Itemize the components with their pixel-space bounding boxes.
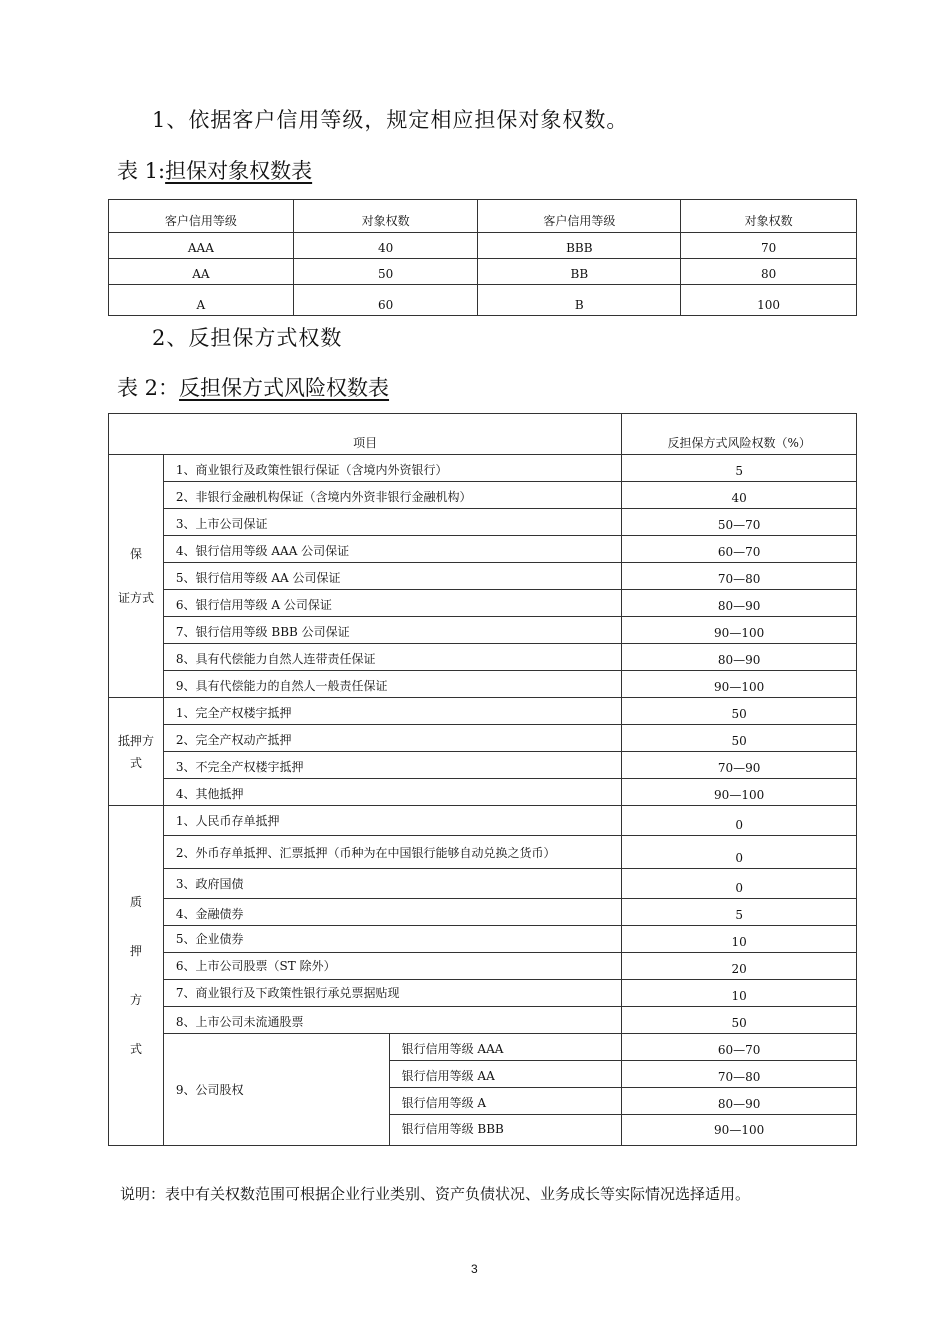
- weight-cell: 10: [622, 980, 857, 1007]
- table1-caption: [117, 155, 312, 185]
- table1-cell: B: [478, 285, 681, 316]
- weight-cell: 90—100: [622, 617, 857, 644]
- table-row: [109, 285, 857, 316]
- group-label-guarantee: [109, 455, 164, 698]
- weight-cell: 50—70: [622, 509, 857, 536]
- heading-1: 1、依据客户信用等级，规定相应担保对象权数。: [152, 108, 629, 132]
- table-row: [109, 698, 857, 725]
- table-row: [109, 926, 857, 953]
- weight-cell: 50: [622, 698, 857, 725]
- table-row: [109, 725, 857, 752]
- table1-cell: AAA: [109, 233, 294, 259]
- table1-cell: 70: [681, 233, 857, 259]
- table2-caption-prefix: 表 2：: [117, 376, 180, 400]
- item-cell: 3、不完全产权楼宇抵押: [163, 752, 621, 779]
- item-cell: 4、其他抵押: [163, 779, 621, 806]
- equity-grade-cell: 银行信用等级 BBB: [389, 1115, 622, 1146]
- table-row: [109, 806, 857, 836]
- group-label-line: 保: [129, 547, 142, 561]
- weight-cell: 70—90: [622, 752, 857, 779]
- table-row: [109, 259, 857, 285]
- item-cell: 6、上市公司股票（ST 除外）: [163, 953, 621, 980]
- item-cell: 1、完全产权楼宇抵押: [163, 698, 621, 725]
- weight-cell: 10: [622, 926, 857, 953]
- table1-header-cell: 对象权数: [293, 200, 478, 233]
- table1-cell: 100: [681, 285, 857, 316]
- table-row: [109, 617, 857, 644]
- table2-caption: [117, 372, 389, 402]
- table-row: [109, 509, 857, 536]
- table1-header-cell: 客户信用等级: [478, 200, 681, 233]
- item-cell: 2、外币存单抵押、汇票抵押（币种为在中国银行能够自动兑换之货币）: [163, 836, 621, 869]
- table-row: [109, 536, 857, 563]
- group-label-char: 质: [129, 894, 142, 909]
- table1-cell: A: [109, 285, 294, 316]
- item-cell: 7、银行信用等级 BBB 公司保证: [163, 617, 621, 644]
- table-row: [109, 233, 857, 259]
- weight-cell: 90—100: [622, 671, 857, 698]
- group-label-char: 方: [129, 992, 142, 1007]
- table1-cell: 50: [293, 259, 478, 285]
- item-cell: 7、商业银行及下政策性银行承兑票据贴现: [163, 980, 621, 1007]
- table-row: [109, 590, 857, 617]
- table1-cell: 80: [681, 259, 857, 285]
- heading-2: 2、反担保方式权数: [152, 326, 343, 350]
- table-row: [109, 644, 857, 671]
- weight-cell: 0: [622, 806, 857, 836]
- table1-cell: BB: [478, 259, 681, 285]
- table2-caption-title: 反担保方式风险权数表: [179, 376, 390, 400]
- weight-cell: 70—80: [622, 563, 857, 590]
- weight-cell: 90—100: [622, 779, 857, 806]
- group-label-char: 押: [129, 943, 142, 958]
- item-cell: 6、银行信用等级 A 公司保证: [163, 590, 621, 617]
- weight-cell: 60—70: [622, 1034, 857, 1061]
- item-cell: 3、政府国债: [163, 869, 621, 899]
- table-row: [109, 836, 857, 869]
- equity-grade-cell: 银行信用等级 A: [389, 1088, 622, 1115]
- table-row: [109, 899, 857, 926]
- weight-cell: 80—90: [622, 1088, 857, 1115]
- table1-cell: 40: [293, 233, 478, 259]
- table2-header-weight: 反担保方式风险权数（%）: [622, 414, 857, 455]
- table-row: [109, 1007, 857, 1034]
- table1-header-cell: 客户信用等级: [109, 200, 294, 233]
- table1-cell: 60: [293, 285, 478, 316]
- item-cell: 5、企业债券: [163, 926, 621, 953]
- table1-caption-title: 担保对象权数表: [165, 159, 313, 183]
- table1: [108, 199, 857, 316]
- weight-cell: 40: [622, 482, 857, 509]
- item-cell: 1、商业银行及政策性银行保证（含境内外资银行）: [163, 455, 621, 482]
- table1-caption-prefix: 表 1:: [117, 159, 166, 183]
- table-row: [109, 455, 857, 482]
- item-cell: 4、金融债券: [163, 899, 621, 926]
- equity-grade-cell: 银行信用等级 AA: [389, 1061, 622, 1088]
- table-row: [109, 869, 857, 899]
- table-row: [109, 671, 857, 698]
- group-label-line: 式: [129, 755, 142, 770]
- weight-cell: 0: [622, 836, 857, 869]
- table-row: [109, 482, 857, 509]
- page-number: 3: [471, 1262, 478, 1276]
- item-cell: 1、人民币存单抵押: [163, 806, 621, 836]
- weight-cell: 20: [622, 953, 857, 980]
- weight-cell: 50: [622, 1007, 857, 1034]
- table-row: [109, 752, 857, 779]
- group-label-char: 式: [129, 1041, 142, 1056]
- group-label-line: 证方式: [117, 591, 154, 605]
- table1-header-cell: 对象权数: [681, 200, 857, 233]
- table1-cell: AA: [109, 259, 294, 285]
- item-cell: 4、银行信用等级 AAA 公司保证: [163, 536, 621, 563]
- equity-label: 9、公司股权: [163, 1034, 389, 1146]
- weight-cell: 80—90: [622, 590, 857, 617]
- item-cell: 2、非银行金融机构保证（含境内外资非银行金融机构）: [163, 482, 621, 509]
- group-label-line: 抵押方: [117, 733, 154, 748]
- table2-header-item: 项目: [109, 414, 622, 455]
- table1-cell: BBB: [478, 233, 681, 259]
- weight-cell: 80—90: [622, 644, 857, 671]
- table-row: [109, 980, 857, 1007]
- table2-header-row: [109, 414, 857, 455]
- table-note: 说明：表中有关权数范围可根据企业行业类别、资产负债状况、业务成长等实际情况选择适用。: [120, 1185, 751, 1203]
- table-row: [109, 953, 857, 980]
- group-label-mortgage: [109, 698, 164, 806]
- item-cell: 9、具有代偿能力的自然人一般责任保证: [163, 671, 621, 698]
- weight-cell: 60—70: [622, 536, 857, 563]
- item-cell: 2、完全产权动产抵押: [163, 725, 621, 752]
- weight-cell: 50: [622, 725, 857, 752]
- group-label-pledge: [109, 806, 164, 1146]
- item-cell: 8、上市公司未流通股票: [163, 1007, 621, 1034]
- item-cell: 5、银行信用等级 AA 公司保证: [163, 563, 621, 590]
- weight-cell: 90—100: [622, 1115, 857, 1146]
- item-cell: 3、上市公司保证: [163, 509, 621, 536]
- table-row: [109, 563, 857, 590]
- equity-grade-cell: 银行信用等级 AAA: [389, 1034, 622, 1061]
- weight-cell: 0: [622, 869, 857, 899]
- weight-cell: 5: [622, 899, 857, 926]
- table-row: [109, 779, 857, 806]
- table-row: [109, 1034, 857, 1061]
- weight-cell: 70—80: [622, 1061, 857, 1088]
- item-cell: 8、具有代偿能力自然人连带责任保证: [163, 644, 621, 671]
- table2: [108, 413, 857, 1146]
- table1-header-row: [109, 200, 857, 233]
- weight-cell: 5: [622, 455, 857, 482]
